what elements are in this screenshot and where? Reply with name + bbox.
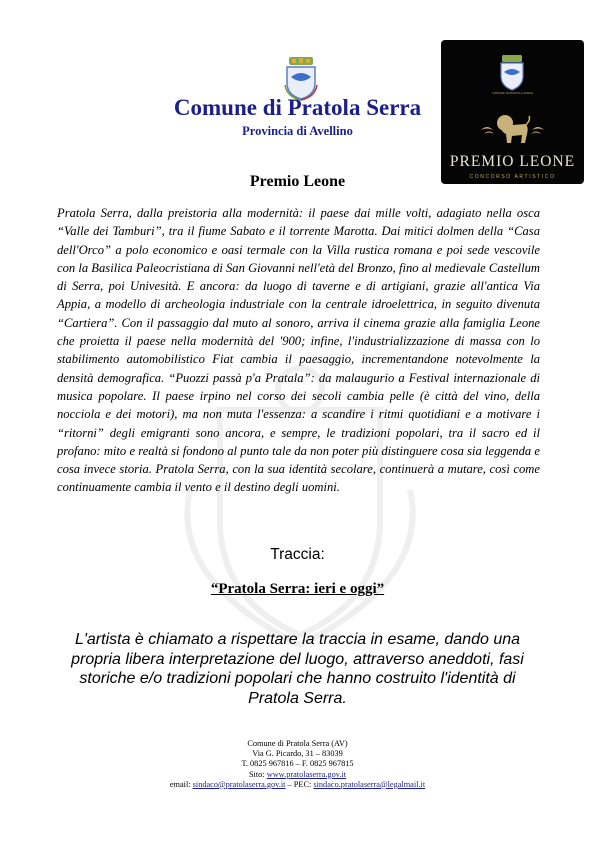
artist-instructions: L'artista è chiamato a rispettare la traccia in esame, dando una propria libera interpretazione del luogo, attraverso aneddoti, fasi storiche e/o tradizioni popolari che hanno costruito l'identità di Pratola Serra. [71, 631, 524, 707]
traccia-label: Traccia: [270, 546, 325, 563]
email-link[interactable]: sindaco@pratolaserra.gov.it [192, 779, 286, 789]
footer-line-1: Comune di Pratola Serra (AV) [247, 739, 348, 748]
footer-site-row [0, 770, 595, 780]
footer-line-3: T. 0825 967816 – F. 0825 967815 [241, 759, 354, 769]
logo-small-caption: COMUNE DI PRATOLA SERRA [491, 91, 534, 95]
website-link[interactable]: www.pratolaserra.gov.it [266, 769, 347, 779]
footer-email-row [0, 780, 595, 790]
lion-icon [479, 110, 546, 146]
logo-subtitle: CONCORSO ARTISTICO [469, 174, 556, 180]
page-heading: Premio Leone [249, 173, 346, 190]
traccia-title: “Pratola Serra: ieri e oggi” [210, 581, 385, 597]
logo-crest-icon [497, 54, 527, 92]
footer [0, 739, 595, 790]
premio-leone-logo [441, 40, 584, 184]
comune-title: Comune di Pratola Serra [173, 95, 422, 120]
logo-title: PREMIO LEONE [449, 153, 576, 170]
footer-pec-label: – PEC: [285, 779, 314, 789]
description-paragraph: Pratola Serra, dalla preistoria alla modernità: il paese dai mille volti, adagiato nella osca “Valle dei Tamburi”, tra il fiume Sabato e il torrente Marotta. Dai mitici dolmen della “Casa dell'Orco” a polo economico e oasi termale con la Villa rustica romana e poi sede vescovile con la Basilica Paleocristiana di San Giovanni nell'età del Bronzo, fino al medievale Castellum di Serra, poi Univesità. E ancora: da luogo di taverne e di artigiani, grazie all'antica Via Appia, a modello di archeologia industriale con la centrale idroelettrica, in seguito divenuta “Cartiera”. Con il passaggio dal muto al sonoro, arriva il cinema grazie alla famiglia Leone che proietta il paese nella modernità del '900; infine, l'industrializzazione di massa con lo stabilimento automobilistico Fiat cambia il paesaggio, incrementandone notevolmente la densità demografica. “Puozzi passà p'a Pratala”: da malaugurio a Festival internazionale di musica popolare. Il paese irpino nel corso dei secoli cambia pelle (è città del vino, della nocciola e dei motori), ma non muta l'essenza: a scandire i ritmi quotidiani e a motivare i “ritorni” degli emigranti sono ancora, e sempre, le tradizioni popolari, tra il sacro ed il profano: mito e realtà si fondono al punto tale da non poter più distinguere cosa sia leggenda e cosa invece storia. Pratola Serra, con la sua identità secolare, continuerà a mutare, così come continuamente cambia il vento e il destino degli uomini. [57, 206, 540, 495]
pec-link[interactable]: sindaco.pratolaserra@legalmail.it [313, 779, 426, 789]
footer-site-label: Sito: [248, 769, 267, 779]
footer-line-2: Via G. Picardo, 31 – 83039 [252, 749, 343, 759]
provincia-subtitle: Provincia di Avellino [242, 124, 353, 138]
footer-email-label: email: [169, 779, 193, 789]
